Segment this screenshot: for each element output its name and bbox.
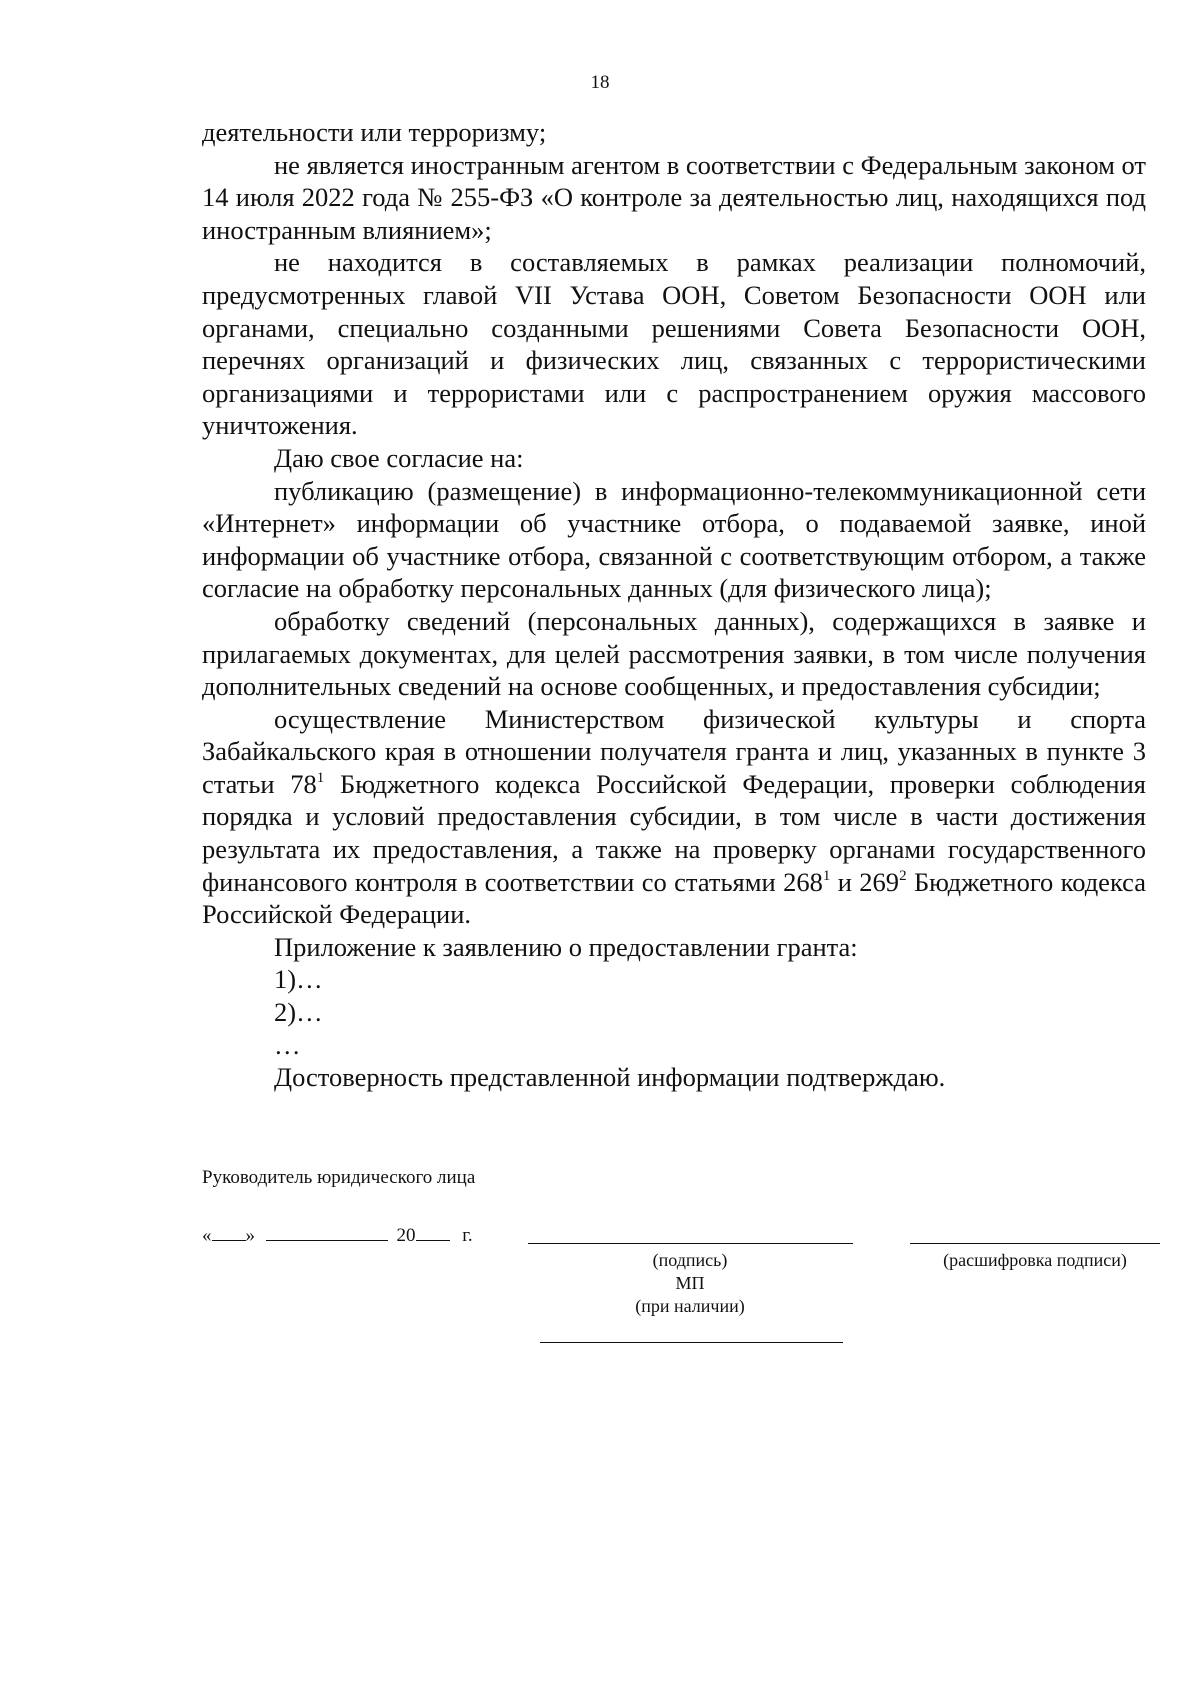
superscript-2: 1: [822, 867, 831, 884]
paragraph-consent-intro: Даю свое согласие на:: [274, 442, 524, 473]
paragraph-confirmation: Достоверность представленной информации подтверждаю.: [274, 1062, 946, 1093]
paragraph-ministry-audit-part-1: осуществление Министерством физической культуры и спорта Забайкальского края в отношении получателя гранта и лиц, указанных в пункте 3 статьи 78: [202, 703, 1146, 799]
stamp-note: (при наличии): [635, 1296, 745, 1316]
stamp-label: МП: [675, 1273, 705, 1293]
paragraph-ministry-audit-part-4: Бюджетного кодекса Российской Федерации.: [202, 866, 1147, 930]
day-blank: [212, 1222, 246, 1241]
attachment-ellipsis: …: [274, 1029, 301, 1060]
month-blank: [266, 1222, 388, 1241]
year-suffix: г.: [462, 1225, 473, 1246]
head-of-entity-label: Руководитель юридического лица: [202, 1167, 476, 1188]
signature-line: [528, 1243, 853, 1244]
superscript-1: 1: [316, 769, 325, 786]
paragraph-data-processing: обработку сведений (персональных данных), содержащихся в заявке и прилагаемых документах, для целей рассмотрения заявки, в том числе получения дополнительных сведений на основе сообщенных, и предоставления субсидии;: [202, 605, 1146, 702]
document-body: [202, 116, 1146, 1094]
paragraph-un-lists: не находится в составляемых в рамках реализации полномочий, предусмотренных главой VII Устава ООН, Советом Безопасности ООН или органами, специально созданными решениями Совета Безопасности ООН, перечнях организаций и физических лиц, связанных с террористическими организациями и террористами или с распространением оружия массового уничтожения.: [202, 247, 1146, 441]
paragraph-attachments: Приложение к заявлению о предоставлении гранта:: [274, 931, 858, 962]
attachment-item-2: 2)…: [274, 997, 323, 1028]
date-field: [202, 1222, 473, 1247]
decode-caption: (расшифровка подписи): [943, 1250, 1127, 1270]
signature-caption: (подпись): [652, 1250, 728, 1270]
closing-divider: [540, 1342, 843, 1343]
paragraph-ministry-audit: [202, 703, 1146, 931]
year-blank: [416, 1222, 450, 1241]
paragraph-foreign-agent: не является иностранным агентом в соответствии с Федеральным законом от 14 июля 2022 года № 255-ФЗ «О контроле за деятельностью лиц, находящихся под иностранным влиянием»;: [202, 149, 1146, 245]
attachment-item-1: 1)…: [274, 964, 323, 995]
year-prefix: 20: [396, 1225, 416, 1246]
superscript-3: 2: [899, 867, 907, 884]
date-quote-close: »: [245, 1225, 255, 1246]
paragraph-publication-consent: публикацию (размещение) в информационно-телекоммуникационной сети «Интернет» информации об участнике отбора, о подаваемой заявке, иной информации об участнике отбора, связанной с соответствующим отбором, а также согласие на обработку персональных данных (для физического лица);: [202, 475, 1146, 604]
paragraph-1: деятельности или терроризму;: [202, 117, 547, 147]
page-number: 18: [590, 72, 610, 93]
paragraph-ministry-audit-part-2: Бюджетного кодекса Российской Федерации, проверки соблюдения порядка и условий предоставления субсидии, в том числе в части достижения результата их предоставления, а также на проверку органами государственного финансового контроля в соответствии со статьями 268: [202, 768, 1146, 897]
decode-line: [910, 1243, 1160, 1244]
paragraph-ministry-audit-part-3: и 269: [830, 866, 900, 897]
date-quote-open: «: [202, 1225, 212, 1246]
